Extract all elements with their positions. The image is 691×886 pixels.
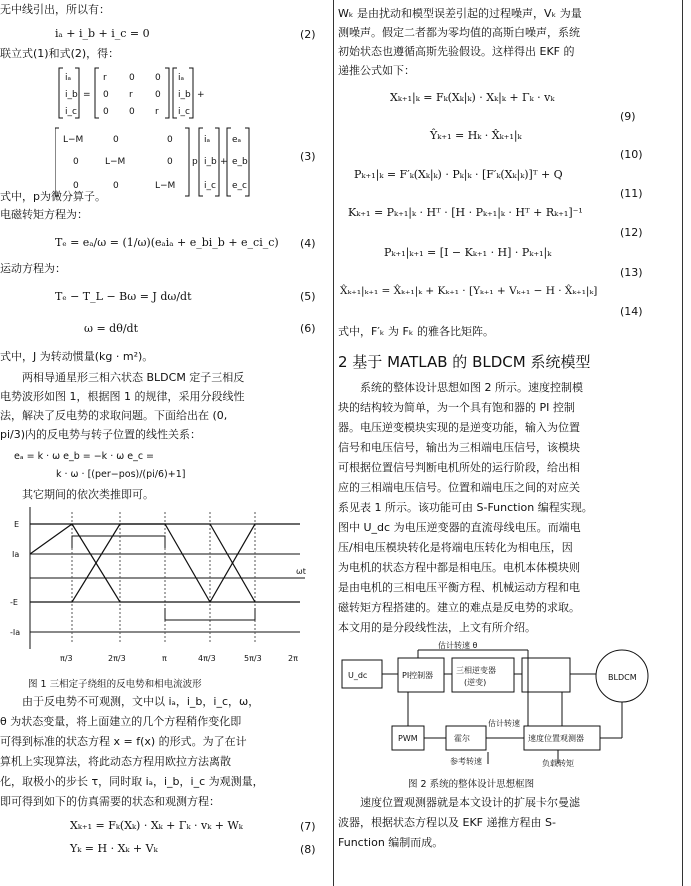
svg-text:i_c: i_c: [204, 181, 216, 191]
text-line: 即可得到如下的仿真需要的状态和观测方程：: [0, 795, 220, 808]
udc-label: U_dc: [348, 671, 368, 680]
figure-2-caption: 图 2 系统的整体设计思想框图: [408, 779, 535, 790]
svg-text:r: r: [155, 107, 159, 117]
svg-text:0: 0: [113, 135, 119, 145]
text-line: 为电机的状态方程中都是相电压。电机本体模块则: [338, 561, 580, 574]
svg-text:i_c: i_c: [65, 107, 77, 117]
text-line: 磁转矩方程搭建的。建立的难点是反电势的求取。: [338, 601, 580, 614]
text-line: 波器，根据状态方程以及 EKF 递推方程由 S-: [338, 816, 556, 829]
svg-text:0: 0: [167, 157, 173, 167]
svg-text:+: +: [197, 90, 205, 100]
svg-text:0: 0: [73, 157, 79, 167]
svg-text:0: 0: [155, 73, 161, 83]
x-tick-label: π/3: [60, 654, 73, 663]
text-line: 压/相电压模块转化是将端电压转化为相电压，因: [338, 541, 573, 554]
text-line: pi/3)内的反电势与转子位置的线性关系：: [0, 428, 202, 441]
equation-number: (5): [300, 290, 316, 303]
text-line: 是由电机的三相电压平衡方程、机械运动方程和电: [338, 581, 580, 594]
axis-label: ωt: [296, 567, 306, 576]
top-label: 估计转速 θ: [438, 641, 478, 650]
text-line: 测噪声。假定二者都为零均值的高斯白噪声，系统: [338, 26, 580, 39]
column-divider: [333, 0, 334, 886]
x-tick-label: 5π/3: [244, 654, 262, 663]
text-line: 应的三相端电压信号。位置和端电压之间的对应关: [338, 481, 580, 494]
svg-text:0: 0: [167, 135, 173, 145]
svg-text:i_b: i_b: [204, 157, 217, 167]
text-line: 电磁转矩方程为：: [0, 208, 88, 221]
y-label: -Ia: [10, 628, 21, 637]
equation-5: Tₑ − T_L − Bω = J dω/dt: [55, 290, 192, 303]
y-label: E: [14, 520, 20, 529]
y-label: Ia: [12, 550, 20, 559]
equation-2: iₐ + i_b + i_c = 0: [55, 27, 150, 40]
svg-text:+: +: [220, 157, 228, 167]
inverter-block: 三相逆变器: [456, 666, 496, 675]
section-heading: 2 基于 MATLAB 的 BLDCM 系统模型: [338, 353, 591, 371]
text-line: eₐ = k · ω e_b = −k · ω e_c =: [14, 451, 155, 462]
svg-text:eₐ: eₐ: [232, 135, 242, 145]
svg-text:p: p: [192, 157, 198, 167]
estimated-speed-label: 估计转速: [488, 719, 520, 728]
equation-number: (8): [300, 843, 316, 856]
svg-text:0: 0: [73, 181, 79, 191]
svg-text:0: 0: [103, 90, 109, 100]
text-line: θ 为状态变量，将上面建立的几个方程稍作变化即: [0, 715, 242, 728]
equation-number: (7): [300, 820, 316, 833]
text-line: 两相导通星形三相六状态 BLDCM 定子三相反: [22, 371, 245, 384]
svg-text:L−M: L−M: [63, 135, 84, 145]
svg-text:r: r: [129, 90, 133, 100]
text-line: 式中，J 为转动惯量(kg · m²)。: [0, 350, 154, 363]
text-line: 无中线引出，所以有：: [0, 3, 110, 16]
equation-number: (9): [620, 110, 636, 123]
matrix-equation-3: [55, 64, 295, 200]
page-edge: [682, 0, 683, 886]
equation-number: (3): [300, 150, 316, 163]
svg-text:L−M: L−M: [105, 157, 126, 167]
text-line: 式中，F′ₖ 为 Fₖ 的雅各比矩阵。: [338, 325, 495, 338]
x-tick-label: π: [162, 654, 167, 663]
speed-controller-block: PI控制器: [402, 671, 434, 680]
svg-text:i_b: i_b: [178, 90, 191, 100]
equation-6: ω = dθ/dt: [84, 322, 139, 335]
text-line: 法，解决了反电势的求取问题。下面给出在 (0,: [0, 409, 228, 422]
x-tick-label: 2π: [288, 654, 298, 663]
text-line: k · ω · [(per−pos)/(pi/6)+1]: [56, 469, 186, 480]
equation-number: (2): [300, 28, 316, 41]
text-line: 图中 U_dc 为电压逆变器的直流母线电压。而端电: [338, 521, 581, 534]
equation-4: Tₑ = eₐ/ω = (1/ω)(eₐiₐ + e_bi_b + e_ci_c): [55, 236, 279, 249]
equation-number: (4): [300, 237, 316, 250]
svg-text:0: 0: [129, 73, 135, 83]
text-line: 信号和电压信号，输出为三相端电压信号，该模块: [338, 441, 580, 454]
reference-speed-label: 参考转速: [450, 757, 482, 766]
figure-1-waveforms: [0, 504, 328, 666]
text-line: 块的结构较为简单，为一个具有饱和器的 PI 控制: [338, 401, 575, 414]
x-tick-label: 2π/3: [108, 654, 126, 663]
svg-text:iₐ: iₐ: [178, 73, 185, 83]
svg-text:iₐ: iₐ: [65, 73, 72, 83]
svg-text:0: 0: [155, 90, 161, 100]
observer-block: 速度位置观测器: [528, 734, 584, 743]
svg-text:iₐ: iₐ: [204, 135, 211, 145]
equation-11: Pₖ₊₁|ₖ = F′ₖ(Xₖ|ₖ) · Pₖ|ₖ · [F′ₖ(Xₖ|ₖ)]ᵀ + Q: [354, 168, 563, 181]
motor-block: BLDCM: [608, 673, 637, 682]
svg-text:0: 0: [129, 107, 135, 117]
inverter-block-sub: (逆变): [464, 678, 487, 687]
text-line: Function 编制而成。: [338, 836, 444, 849]
svg-text:0: 0: [113, 181, 119, 191]
equation-number: (12): [620, 226, 643, 239]
figure-1-caption: 图 1 三相定子绕组的反电势和相电流波形: [28, 679, 202, 690]
text-line: 电势波形如图 1，根据图 1 的规律，采用分段线性: [0, 390, 245, 403]
svg-text:e_b: e_b: [232, 157, 248, 167]
svg-text:r: r: [103, 73, 107, 83]
text-line: 其它期间的依次类推即可。: [22, 488, 154, 501]
x-tick-label: 4π/3: [198, 654, 216, 663]
equation-number: (13): [620, 266, 643, 279]
svg-text:i_c: i_c: [178, 107, 190, 117]
text-line: 化，取极小的步长 τ，同时取 iₐ，i_b，i_c 为观测量，: [0, 775, 264, 788]
equation-8: Yₖ = H · Xₖ + Vₖ: [70, 842, 158, 855]
text-line: 系统的整体设计思想如图 2 所示。速度控制模: [360, 381, 583, 394]
text-line: 算机上实现算法，将此动态方程用欧拉方法离散: [0, 755, 231, 768]
text-line: 系见表 1 所示。该功能可由 S-Function 编程实现。: [338, 501, 593, 514]
equation-10: Ŷₖ₊₁ = Hₖ · X̂ₖ₊₁|ₖ: [430, 129, 522, 142]
text-line: 可得到标准的状态方程 x = f(x) 的形式。为了在计: [0, 735, 247, 748]
text-line: 器。电压逆变模块实现的是逆变功能，输入为位置: [338, 421, 580, 434]
text-line: 递推公式如下：: [338, 64, 415, 77]
svg-text:e_c: e_c: [232, 181, 247, 191]
svg-text:L−M: L−M: [155, 181, 176, 191]
equation-7: Xₖ₊₁ = Fₖ(Xₖ) · Xₖ + Γₖ · vₖ + Wₖ: [70, 819, 243, 832]
equation-9: Xₖ₊₁|ₖ = Fₖ(Xₖ|ₖ) · Xₖ|ₖ + Γₖ · vₖ: [390, 91, 555, 104]
equation-12: Kₖ₊₁ = Pₖ₊₁|ₖ · Hᵀ · [H · Pₖ₊₁|ₖ · Hᵀ + Rₖ₊₁]⁻¹: [348, 206, 583, 219]
equation-number: (14): [620, 305, 643, 318]
equation-13: Pₖ₊₁|ₖ₊₁ = [I − Kₖ₊₁ · H] · Pₖ₊₁|ₖ: [384, 246, 552, 259]
text-line: 式中，p为微分算子。: [0, 190, 106, 203]
figure-2-block-diagram: [338, 640, 668, 770]
text-line: 初始状态也遵循高斯先验假设。这样得出 EKF 的: [338, 45, 575, 58]
equation-14: X̂ₖ₊₁|ₖ₊₁ = X̂ₖ₊₁|ₖ + Kₖ₊₁ · [Yₖ₊₁ + Vₖ₊₁ − H · X̂ₖ₊₁|ₖ]: [340, 285, 598, 297]
load-torque-label: 负载转矩: [542, 759, 574, 768]
text-line: 速度位置观测器就是本文设计的扩展卡尔曼滤: [360, 796, 580, 809]
hall-block: 霍尔: [454, 734, 470, 743]
svg-text:=: =: [83, 90, 91, 100]
svg-text:0: 0: [103, 107, 109, 117]
svg-text:i_b: i_b: [65, 90, 78, 100]
text-line: 联立式(1)和式(2)，得：: [0, 47, 120, 60]
pwm-block: PWM: [398, 734, 418, 743]
text-line: 运动方程为：: [0, 262, 66, 275]
y-label: -E: [10, 598, 18, 607]
text-line: Wₖ 是由扰动和模型误差引起的过程噪声，Vₖ 为量: [338, 7, 582, 20]
equation-number: (11): [620, 187, 643, 200]
text-line: 本文用的是分段线性法，上文有所介绍。: [338, 621, 536, 634]
equation-number: (10): [620, 148, 643, 161]
text-line: 可根据位置信号判断电机所处的运行阶段，给出相: [338, 461, 580, 474]
equation-number: (6): [300, 322, 316, 335]
text-line: 由于反电势不可观测，文中以 iₐ，i_b，i_c，ω，: [22, 695, 260, 708]
